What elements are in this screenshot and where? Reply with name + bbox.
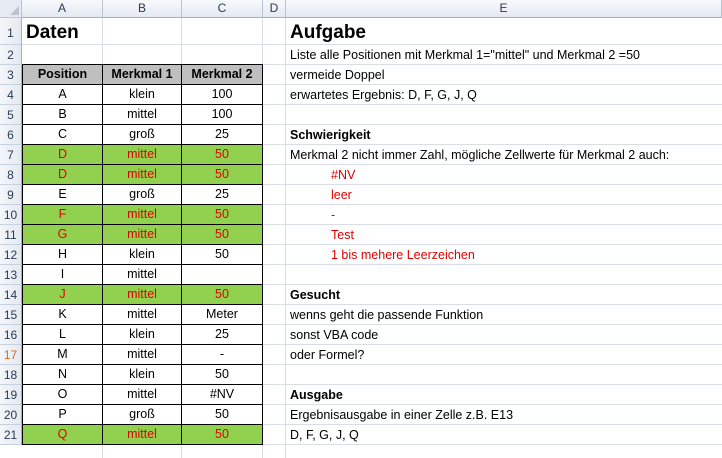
note-line-text: Test: [331, 228, 354, 242]
merkmal-1-cell[interactable]: mittel: [103, 265, 182, 285]
merkmal-2-cell[interactable]: 50: [182, 425, 263, 445]
note-line-text: leer: [331, 188, 352, 202]
position-cell[interactable]: D: [22, 165, 103, 185]
row-header-21[interactable]: 21: [0, 425, 22, 445]
merkmal-2-cell[interactable]: -: [182, 345, 263, 365]
position-cell[interactable]: H: [22, 245, 103, 265]
merkmal-1-cell[interactable]: mittel: [103, 305, 182, 325]
merkmal-2-cell[interactable]: 100: [182, 105, 263, 125]
position-cell[interactable]: A: [22, 85, 103, 105]
row-header-1[interactable]: 1: [0, 18, 22, 45]
row-header-13[interactable]: 13: [0, 265, 22, 285]
merkmal-1-cell[interactable]: mittel: [103, 225, 182, 245]
merkmal-1-cell[interactable]: klein: [103, 365, 182, 385]
note-line-text: oder Formel?: [290, 348, 365, 362]
row-header-5[interactable]: 5: [0, 105, 22, 125]
row-header-18[interactable]: 18: [0, 365, 22, 385]
row-header-8[interactable]: 8: [0, 165, 22, 185]
note-line-text: erwartetes Ergebnis: D, F, G, J, Q: [290, 88, 477, 102]
position-cell[interactable]: G: [22, 225, 103, 245]
merkmal-1-cell[interactable]: mittel: [103, 385, 182, 405]
note-line-text: wenns geht die passende Funktion: [290, 308, 484, 322]
merkmal-1-cell[interactable]: mittel: [103, 105, 182, 125]
table-header-merkmal-1: Merkmal 1: [103, 64, 182, 85]
merkmal-1-cell[interactable]: klein: [103, 325, 182, 345]
row-header-10[interactable]: 10: [0, 205, 22, 225]
merkmal-1-cell[interactable]: mittel: [103, 165, 182, 185]
left-title: Daten: [26, 22, 79, 43]
merkmal-1-cell[interactable]: groß: [103, 185, 182, 205]
position-cell[interactable]: O: [22, 385, 103, 405]
row-header-20[interactable]: 20: [0, 405, 22, 425]
note-line-text: vermeide Doppel: [290, 68, 385, 82]
position-cell[interactable]: Q: [22, 425, 103, 445]
row-header-17[interactable]: 17: [0, 345, 22, 365]
note-line-text: #NV: [331, 168, 356, 182]
row-header-12[interactable]: 12: [0, 245, 22, 265]
merkmal-1-cell[interactable]: mittel: [103, 425, 182, 445]
position-cell[interactable]: J: [22, 285, 103, 305]
row-header-2[interactable]: 2: [0, 45, 22, 65]
column-header-d[interactable]: D: [263, 0, 286, 18]
position-cell[interactable]: L: [22, 325, 103, 345]
merkmal-1-cell[interactable]: mittel: [103, 285, 182, 305]
position-cell[interactable]: D: [22, 145, 103, 165]
merkmal-2-cell[interactable]: [182, 265, 263, 285]
row-header-15[interactable]: 15: [0, 305, 22, 325]
note-line-text: Liste alle Positionen mit Merkmal 1="mittel" und Merkmal 2 =50: [290, 48, 640, 62]
merkmal-2-cell[interactable]: 50: [182, 285, 263, 305]
position-cell[interactable]: P: [22, 405, 103, 425]
column-header-a[interactable]: A: [22, 0, 103, 18]
position-cell[interactable]: C: [22, 125, 103, 145]
row-header-6[interactable]: 6: [0, 125, 22, 145]
merkmal-1-cell[interactable]: groß: [103, 125, 182, 145]
column-header-e[interactable]: E: [286, 0, 722, 18]
row-header-11[interactable]: 11: [0, 225, 22, 245]
table-header-merkmal-2: Merkmal 2: [182, 64, 263, 85]
merkmal-1-cell[interactable]: mittel: [103, 145, 182, 165]
position-cell[interactable]: M: [22, 345, 103, 365]
merkmal-2-cell[interactable]: 100: [182, 85, 263, 105]
note-line-text: D, F, G, J, Q: [290, 428, 359, 442]
merkmal-2-cell[interactable]: 50: [182, 365, 263, 385]
merkmal-2-cell[interactable]: Meter: [182, 305, 263, 325]
row-header-7[interactable]: 7: [0, 145, 22, 165]
merkmal-1-cell[interactable]: klein: [103, 245, 182, 265]
merkmal-2-cell[interactable]: 25: [182, 325, 263, 345]
note-line-text: -: [331, 208, 336, 222]
row-header-14[interactable]: 14: [0, 285, 22, 305]
row-header-4[interactable]: 4: [0, 85, 22, 105]
position-cell[interactable]: E: [22, 185, 103, 205]
table-header-position: Position: [22, 64, 103, 85]
note-line-heading: Ausgabe: [290, 388, 343, 402]
row-header-9[interactable]: 9: [0, 185, 22, 205]
note-line-heading: Gesucht: [290, 288, 341, 302]
note-line-text: Ergebnisausgabe in einer Zelle z.B. E13: [290, 408, 514, 422]
merkmal-1-cell[interactable]: mittel: [103, 345, 182, 365]
position-cell[interactable]: N: [22, 365, 103, 385]
merkmal-1-cell[interactable]: mittel: [103, 205, 182, 225]
merkmal-2-cell[interactable]: 50: [182, 205, 263, 225]
position-cell[interactable]: B: [22, 105, 103, 125]
position-cell[interactable]: K: [22, 305, 103, 325]
note-line-text: Merkmal 2 nicht immer Zahl, mögliche Zellwerte für Merkmal 2 auch:: [290, 148, 670, 162]
right-title: Aufgabe: [290, 22, 366, 43]
merkmal-2-cell[interactable]: 25: [182, 125, 263, 145]
merkmal-1-cell[interactable]: klein: [103, 85, 182, 105]
position-cell[interactable]: F: [22, 205, 103, 225]
merkmal-2-cell[interactable]: 50: [182, 165, 263, 185]
merkmal-2-cell[interactable]: #NV: [182, 385, 263, 405]
gridline-col: [285, 18, 286, 458]
merkmal-2-cell[interactable]: 50: [182, 225, 263, 245]
position-cell[interactable]: I: [22, 265, 103, 285]
merkmal-2-cell[interactable]: 50: [182, 405, 263, 425]
select-all-corner[interactable]: [0, 0, 22, 18]
note-line-heading: Schwierigkeit: [290, 128, 371, 142]
column-header-b[interactable]: B: [103, 0, 182, 18]
row-header-19[interactable]: 19: [0, 385, 22, 405]
column-header-c[interactable]: C: [182, 0, 263, 18]
note-line-text: sonst VBA code: [290, 328, 379, 342]
merkmal-2-cell[interactable]: 25: [182, 185, 263, 205]
merkmal-1-cell[interactable]: groß: [103, 405, 182, 425]
note-line-text: 1 bis mehere Leerzeichen: [331, 248, 475, 262]
merkmal-2-cell[interactable]: 50: [182, 145, 263, 165]
row-header-3[interactable]: 3: [0, 65, 22, 85]
row-header-16[interactable]: 16: [0, 325, 22, 345]
merkmal-2-cell[interactable]: 50: [182, 245, 263, 265]
